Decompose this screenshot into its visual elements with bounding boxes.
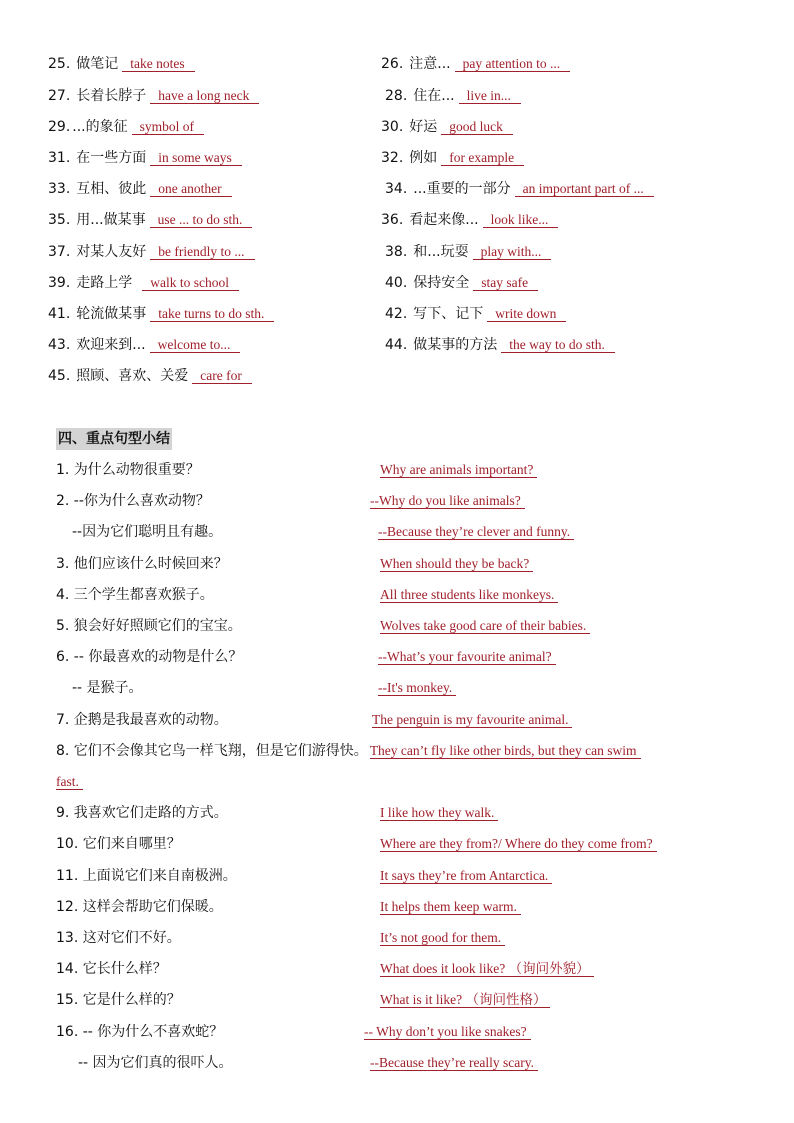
phrase-answer: welcome to... bbox=[150, 337, 241, 353]
phrase-chinese: 对某人友好 bbox=[76, 244, 147, 260]
phrase-chinese: 保持安全 bbox=[413, 275, 470, 291]
phrase-number: 41. bbox=[48, 306, 71, 322]
sentence-chinese: 6. -- 你最喜欢的动物是什么？ bbox=[56, 649, 243, 665]
phrase-item bbox=[48, 364, 252, 388]
sentence-chinese: 5. 狼会好好照顾它们的宝宝。 bbox=[56, 618, 242, 634]
phrase-number: 34. bbox=[385, 181, 408, 197]
sentence-chinese-text: 8. 它们不会像其它鸟一样飞翔，但是它们游得快。 bbox=[56, 743, 368, 759]
phrase-answer: play with... bbox=[473, 244, 552, 260]
phrase-number: 42. bbox=[385, 306, 408, 322]
sentence-chinese: --因为它们聪明且有趣。 bbox=[72, 524, 223, 540]
sentence-english bbox=[380, 957, 594, 981]
sentence-answer: When should they be back? bbox=[380, 556, 533, 572]
phrase-answer: the way to do sth. bbox=[501, 337, 615, 353]
sentence-chinese: 4. 三个学生都喜欢猴子。 bbox=[56, 587, 214, 603]
phrase-item bbox=[48, 115, 204, 139]
phrase-answer: live in... bbox=[459, 88, 521, 104]
sentence-english bbox=[380, 614, 590, 638]
sentence-answer: --Because they’re really scary. bbox=[370, 1055, 538, 1071]
phrase-number: 26. bbox=[381, 56, 404, 72]
sentence-chinese: 16. -- 你为什么不喜欢蛇？ bbox=[56, 1024, 224, 1040]
phrase-chinese: 在一些方面 bbox=[76, 150, 147, 166]
phrase-chinese: 注意... bbox=[409, 56, 451, 72]
phrase-answer: for example bbox=[441, 150, 524, 166]
phrase-answer: pay attention to ... bbox=[455, 56, 570, 72]
phrase-answer: one another bbox=[150, 181, 231, 197]
sentence-chinese: 13. 这对它们不好。 bbox=[56, 930, 181, 946]
sentence-chinese bbox=[56, 739, 641, 763]
phrase-number: 38. bbox=[385, 244, 408, 260]
phrase-chinese: 看起来像... bbox=[409, 212, 479, 228]
sentence-answer: It says they’re from Antarctica. bbox=[380, 868, 552, 884]
phrase-answer: good luck bbox=[441, 119, 513, 135]
sentence-chinese: 14. 它长什么样？ bbox=[56, 961, 167, 977]
phrase-chinese: 住在... bbox=[413, 88, 455, 104]
phrase-chinese: 互相、彼此 bbox=[76, 181, 147, 197]
sentence-answer: --Why do you like animals? bbox=[370, 493, 525, 509]
sentence-english bbox=[380, 583, 558, 607]
sentence-chinese: -- 因为它们真的很吓人。 bbox=[78, 1055, 233, 1071]
sentence-answer-continued: fast. bbox=[56, 774, 83, 790]
phrase-number: 35. bbox=[48, 212, 71, 228]
phrase-item bbox=[385, 177, 654, 201]
phrase-chinese: ...重要的一部分 bbox=[413, 181, 511, 197]
phrase-answer: walk to school bbox=[142, 275, 239, 291]
phrase-answer: stay safe bbox=[473, 275, 538, 291]
sentence-answer: It helps them keep warm. bbox=[380, 899, 521, 915]
sentence-english bbox=[380, 988, 550, 1012]
phrase-number: 30. bbox=[381, 119, 404, 135]
phrase-item bbox=[385, 333, 615, 357]
sentence-english bbox=[380, 926, 505, 950]
phrase-item bbox=[48, 208, 252, 232]
phrase-item bbox=[48, 271, 239, 295]
sentence-chinese: 12. 这样会帮助它们保暖。 bbox=[56, 899, 223, 915]
sentence-answer: Where are they from?/ Where do they come from? bbox=[380, 836, 657, 852]
phrase-number: 25. bbox=[48, 56, 71, 72]
phrase-answer: in some ways bbox=[150, 150, 242, 166]
phrase-chinese: 做某事的方法 bbox=[413, 337, 498, 353]
phrase-number: 43. bbox=[48, 337, 71, 353]
sentence-english bbox=[370, 489, 525, 513]
sentence-answer: All three students like monkeys. bbox=[380, 587, 558, 603]
phrase-item bbox=[385, 240, 551, 264]
sentence-chinese: -- 是猴子。 bbox=[72, 680, 143, 696]
phrase-item bbox=[48, 84, 259, 108]
phrase-chinese: 例如 bbox=[409, 150, 438, 166]
phrase-chinese: 好运 bbox=[409, 119, 438, 135]
phrase-answer: look like... bbox=[483, 212, 559, 228]
phrase-item bbox=[381, 115, 513, 139]
sentence-english bbox=[372, 708, 572, 732]
sentence-answer: It’s not good for them. bbox=[380, 930, 505, 946]
sentence-chinese: 1. 为什么动物很重要？ bbox=[56, 462, 200, 478]
phrase-item bbox=[48, 177, 232, 201]
phrase-chinese: 和...玩耍 bbox=[413, 244, 469, 260]
phrase-number: 39. bbox=[48, 275, 71, 291]
phrase-number: 36. bbox=[381, 212, 404, 228]
sentence-answer: What does it look like? （询问外貌） bbox=[380, 961, 594, 977]
sentence-answer: They can’t fly like other birds, but they can swim bbox=[370, 743, 641, 759]
phrase-item bbox=[385, 302, 566, 326]
phrase-item bbox=[48, 333, 240, 357]
sentence-english bbox=[378, 676, 456, 700]
phrase-chinese: 写下、记下 bbox=[413, 306, 484, 322]
phrase-item bbox=[381, 208, 558, 232]
sentence-english bbox=[364, 1020, 531, 1044]
phrase-answer: take turns to do sth. bbox=[150, 306, 274, 322]
phrase-item bbox=[48, 240, 255, 264]
phrase-chinese: 做笔记 bbox=[76, 56, 119, 72]
sentence-answer: --Because they’re clever and funny. bbox=[378, 524, 574, 540]
phrase-number: 27. bbox=[48, 88, 71, 104]
phrase-item bbox=[385, 271, 538, 295]
phrase-number: 32. bbox=[381, 150, 404, 166]
sentence-answer: The penguin is my favourite animal. bbox=[372, 712, 572, 728]
phrase-chinese: ...的象征 bbox=[72, 119, 128, 135]
phrase-number: 31. bbox=[48, 150, 71, 166]
sentence-english bbox=[380, 801, 498, 825]
sentence-english bbox=[380, 864, 552, 888]
phrase-number: 45. bbox=[48, 368, 71, 384]
phrase-number: 33. bbox=[48, 181, 71, 197]
sentence-chinese: 15. 它是什么样的？ bbox=[56, 992, 181, 1008]
phrase-chinese: 长着长脖子 bbox=[76, 88, 147, 104]
phrase-number: 29. bbox=[48, 119, 71, 135]
section-title: 四、重点句型小结 bbox=[56, 428, 172, 450]
sentence-answer: Why are animals important? bbox=[380, 462, 537, 478]
sentence-english bbox=[370, 1051, 538, 1075]
phrase-answer: care for bbox=[192, 368, 252, 384]
phrase-number: 40. bbox=[385, 275, 408, 291]
phrase-chinese: 轮流做某事 bbox=[76, 306, 147, 322]
sentence-english bbox=[380, 552, 533, 576]
sentence-english bbox=[380, 895, 521, 919]
phrase-chinese: 用...做某事 bbox=[76, 212, 146, 228]
sentence-english bbox=[380, 832, 657, 856]
sentence-chinese: 9. 我喜欢它们走路的方式。 bbox=[56, 805, 228, 821]
phrase-answer: an important part of ... bbox=[515, 181, 654, 197]
phrase-item bbox=[48, 52, 195, 76]
phrase-item bbox=[385, 84, 521, 108]
phrase-number: 37. bbox=[48, 244, 71, 260]
sentence-english bbox=[56, 770, 83, 794]
phrase-chinese: 欢迎来到... bbox=[76, 337, 146, 353]
phrase-item bbox=[381, 52, 570, 76]
phrase-chinese: 走路上学 bbox=[76, 275, 133, 291]
phrase-item bbox=[48, 302, 274, 326]
phrase-number: 28. bbox=[385, 88, 408, 104]
phrase-answer: take notes bbox=[122, 56, 194, 72]
sentence-answer: I like how they walk. bbox=[380, 805, 498, 821]
phrase-answer: symbol of bbox=[132, 119, 204, 135]
sentence-english bbox=[378, 645, 556, 669]
phrase-answer: use ... to do sth. bbox=[150, 212, 253, 228]
sentence-answer: What is it like? （询问性格） bbox=[380, 992, 550, 1008]
sentence-english bbox=[378, 520, 574, 544]
sentence-chinese: 10. 它们来自哪里？ bbox=[56, 836, 181, 852]
phrase-item bbox=[48, 146, 242, 170]
sentence-chinese: 7. 企鹅是我最喜欢的动物。 bbox=[56, 712, 228, 728]
sentence-answer: --It's monkey. bbox=[378, 680, 456, 696]
sentence-answer: -- Why don’t you like snakes? bbox=[364, 1024, 531, 1040]
sentence-chinese: 11. 上面说它们来自南极洲。 bbox=[56, 868, 237, 884]
sentence-chinese: 2. --你为什么喜欢动物？ bbox=[56, 493, 210, 509]
sentence-answer: Wolves take good care of their babies. bbox=[380, 618, 590, 634]
phrase-answer: have a long neck bbox=[150, 88, 259, 104]
sentence-answer: --What’s your favourite animal? bbox=[378, 649, 556, 665]
phrase-number: 44. bbox=[385, 337, 408, 353]
sentence-english bbox=[380, 458, 537, 482]
sentence-chinese: 3. 他们应该什么时候回来？ bbox=[56, 556, 228, 572]
phrase-chinese: 照顾、喜欢、关爱 bbox=[76, 368, 189, 384]
phrase-answer: be friendly to ... bbox=[150, 244, 254, 260]
phrase-item bbox=[381, 146, 524, 170]
phrase-answer: write down bbox=[487, 306, 566, 322]
